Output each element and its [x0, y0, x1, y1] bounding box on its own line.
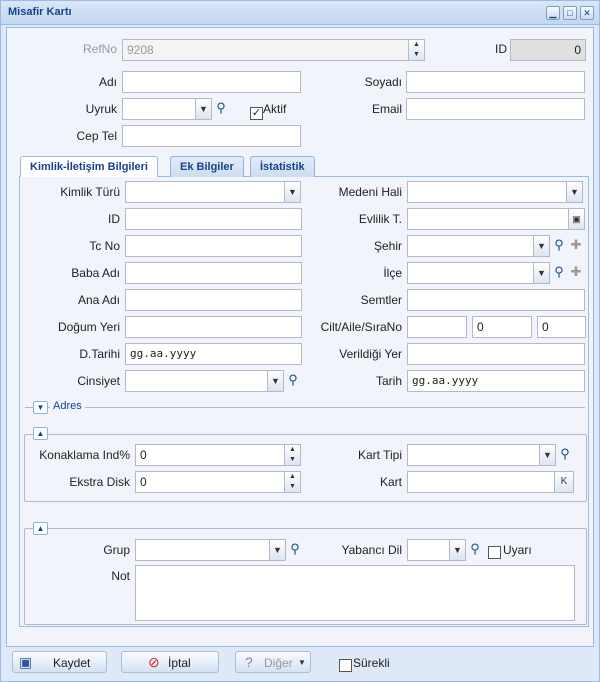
ana-adi-input[interactable] [125, 289, 302, 311]
verildigi-yer-input[interactable] [407, 343, 585, 365]
cinsiyet-label: Cinsiyet [77, 374, 120, 388]
chevron-down-icon[interactable]: ▼ [533, 235, 550, 257]
cilt-input[interactable] [407, 316, 467, 338]
tab-istatistik[interactable]: İstatistik [250, 156, 315, 177]
kart-label: Kart [379, 475, 402, 489]
konaklama-input[interactable]: 0 [135, 444, 285, 466]
tc-no-input[interactable] [125, 235, 302, 257]
kart-k-button[interactable]: K [554, 471, 574, 493]
minimize-icon[interactable]: ▁ [546, 6, 560, 20]
sehir-combo[interactable] [407, 235, 534, 257]
ilce-combo[interactable] [407, 262, 534, 284]
kart-tipi-combo[interactable] [407, 444, 540, 466]
uyruk-label: Uyruk [85, 102, 117, 116]
adres-expand-toggle[interactable]: ▼ [33, 401, 48, 414]
kimlik-id-input[interactable] [125, 208, 302, 230]
search-icon[interactable]: ⚲ [470, 541, 480, 556]
form-body [6, 27, 594, 647]
chevron-down-icon[interactable]: ▼ [267, 370, 284, 392]
cilt-aile-sira-label: Cilt/Aile/SıraNo [320, 320, 402, 334]
search-icon[interactable]: ⚲ [554, 264, 564, 279]
baba-adi-input[interactable] [125, 262, 302, 284]
sira-input[interactable]: 0 [537, 316, 586, 338]
kimlik-turu-label: Kimlik Türü [60, 185, 120, 199]
search-icon[interactable]: ⚲ [560, 446, 570, 461]
d-tarihi-label: D.Tarihi [79, 347, 120, 361]
yabanci-dil-label: Yabancı Dil [341, 543, 402, 557]
adi-label: Adı [98, 75, 117, 89]
dogum-yeri-label: Doğum Yeri [57, 320, 120, 334]
chevron-down-icon[interactable]: ▼ [195, 98, 212, 120]
adres-divider [25, 407, 585, 408]
spin-down-icon: ▼ [413, 51, 420, 58]
save-icon: ▣ [19, 654, 33, 670]
semtler-input[interactable] [407, 289, 585, 311]
grup-combo[interactable] [135, 539, 270, 561]
grup-label: Grup [103, 543, 130, 557]
id-label: ID [495, 42, 507, 56]
not-textarea[interactable] [135, 565, 575, 621]
ekstra-disk-input[interactable]: 0 [135, 471, 285, 493]
semtler-label: Semtler [360, 293, 402, 307]
cinsiyet-combo[interactable] [125, 370, 268, 392]
maximize-icon[interactable]: □ [563, 6, 577, 20]
ceptel-label: Cep Tel [76, 129, 117, 143]
soyadi-label: Soyadı [364, 75, 402, 89]
konaklama-label: Konaklama Ind% [39, 448, 130, 462]
help-icon: ? [245, 654, 253, 670]
chevron-down-icon[interactable]: ▼ [533, 262, 550, 284]
spin-up-icon[interactable]: ▲ [289, 473, 296, 480]
spin-down-icon[interactable]: ▼ [289, 483, 296, 490]
soyadi-input[interactable] [406, 71, 585, 93]
baba-adi-label: Baba Adı [71, 266, 120, 280]
kart-tipi-label: Kart Tipi [357, 448, 402, 462]
evlilik-t-date[interactable] [407, 208, 569, 230]
medeni-hali-combo[interactable] [407, 181, 567, 203]
calendar-icon[interactable]: ▣ [568, 208, 585, 230]
verildigi-yer-label: Verildiği Yer [339, 347, 402, 361]
chevron-down-icon[interactable]: ▼ [449, 539, 466, 561]
grup-collapse-toggle[interactable]: ▲ [33, 522, 48, 535]
email-label: Email [371, 102, 402, 116]
refno-spinner [408, 39, 425, 61]
surekli-label: Sürekli [353, 656, 390, 670]
aktif-label: Aktif [263, 102, 287, 116]
tab-strip [19, 154, 589, 177]
tarih-input[interactable]: gg.aa.yyyy [407, 370, 585, 392]
search-icon[interactable]: ⚲ [216, 100, 226, 115]
uyari-label: Uyarı [503, 543, 532, 557]
konaklama-spinner[interactable] [284, 444, 301, 466]
aktif-checkbox[interactable]: ✓ [251, 107, 262, 119]
tab-ek-bilgiler[interactable]: Ek Bilgiler [170, 156, 244, 177]
chevron-down-icon: ▼ [298, 658, 306, 667]
chevron-down-icon[interactable]: ▼ [284, 181, 301, 203]
email-input[interactable] [406, 98, 585, 120]
evlilik-t-label: Evlilik T. [358, 212, 402, 226]
spin-down-icon[interactable]: ▼ [289, 456, 296, 463]
chevron-down-icon[interactable]: ▼ [269, 539, 286, 561]
ceptel-input[interactable] [122, 125, 301, 147]
aile-input[interactable]: 0 [472, 316, 532, 338]
not-label: Not [111, 569, 130, 583]
kimlik-turu-combo[interactable] [125, 181, 285, 203]
cancel-icon: ⊘ [148, 654, 160, 670]
konaklama-collapse-toggle[interactable]: ▲ [33, 427, 48, 440]
uyari-checkbox[interactable] [488, 546, 501, 559]
kimlik-id-label: ID [108, 212, 120, 226]
d-tarihi-input[interactable]: gg.aa.yyyy [125, 343, 302, 365]
yabanci-dil-combo[interactable] [407, 539, 450, 561]
ekstra-disk-label: Ekstra Disk [69, 475, 130, 489]
ana-adi-label: Ana Adı [77, 293, 120, 307]
search-icon[interactable]: ⚲ [554, 237, 564, 252]
kaydet-button[interactable]: ▣ Kaydet [12, 651, 107, 673]
ilce-label: İlçe [383, 266, 402, 280]
refno-label: RefNo [82, 42, 117, 56]
title-bar[interactable] [1, 1, 599, 25]
kart-input[interactable] [407, 471, 555, 493]
add-icon[interactable]: ✚ [570, 264, 582, 279]
medeni-hali-label: Medeni Hali [338, 185, 402, 199]
id-field: 0 [510, 39, 586, 61]
adres-legend: Adres [50, 400, 85, 412]
search-icon[interactable]: ⚲ [290, 541, 300, 556]
kimlik-tab-panel [19, 177, 589, 627]
window-title: Misafir Kartı [8, 6, 72, 18]
tarih-label: Tarih [375, 374, 402, 388]
spin-up-icon: ▲ [413, 41, 420, 48]
chevron-down-icon[interactable]: ▼ [566, 181, 583, 203]
surekli-checkbox[interactable] [339, 659, 352, 672]
iptal-button[interactable]: ⊘ İptal [121, 651, 219, 673]
tab-kimlik-iletisim[interactable]: Kimlik-İletişim Bilgileri [20, 156, 158, 178]
diger-button[interactable]: ? Diğer ▼ [235, 651, 311, 673]
search-icon[interactable]: ⚲ [288, 372, 298, 387]
ekstra-disk-spinner[interactable] [284, 471, 301, 493]
chevron-down-icon[interactable]: ▼ [539, 444, 556, 466]
refno-field: 9208 [122, 39, 409, 61]
add-icon[interactable]: ✚ [570, 237, 582, 252]
spin-up-icon[interactable]: ▲ [289, 446, 296, 453]
close-icon[interactable]: ✕ [580, 6, 594, 20]
dogum-yeri-input[interactable] [125, 316, 302, 338]
sehir-label: Şehir [373, 239, 402, 253]
tc-no-label: Tc No [89, 239, 120, 253]
uyruk-combo[interactable] [122, 98, 197, 120]
adi-input[interactable] [122, 71, 301, 93]
